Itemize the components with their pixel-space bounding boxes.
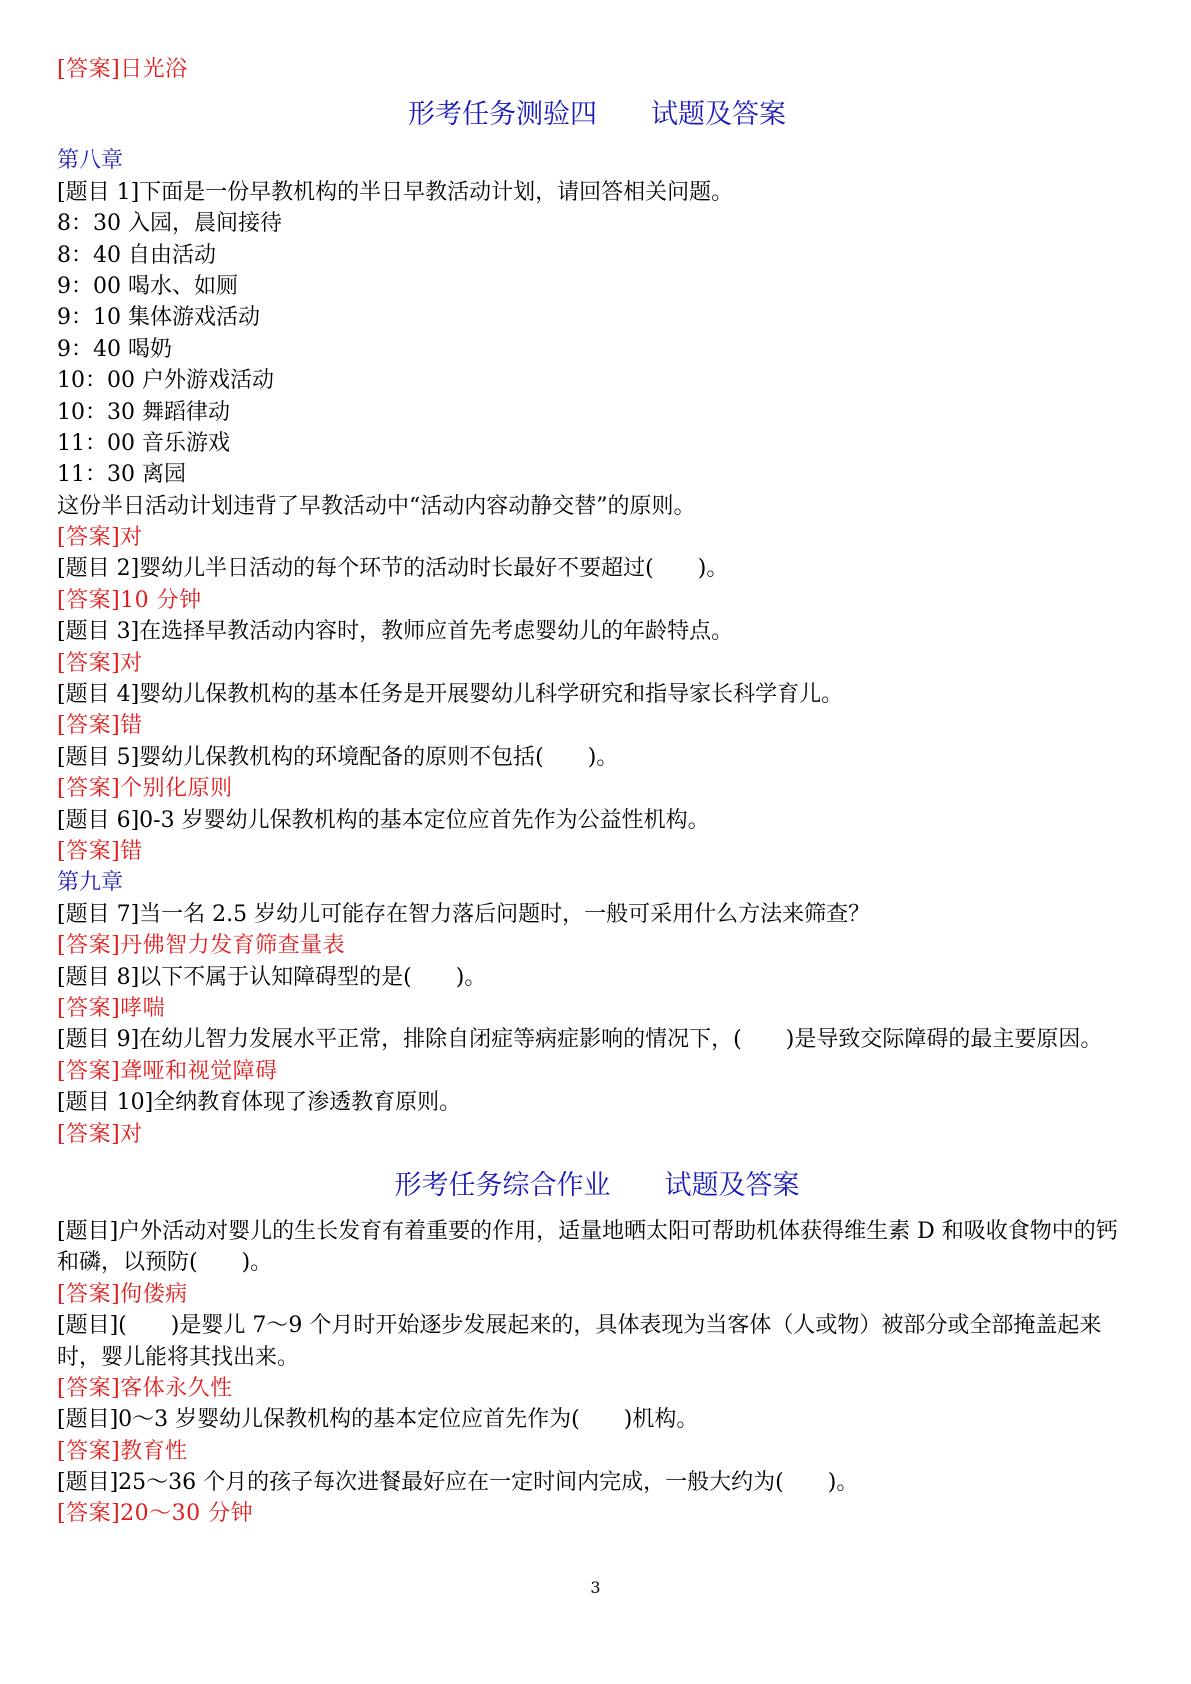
- answer-line: [答案]对: [57, 650, 143, 676]
- answer-line: [答案]哮喘: [57, 995, 166, 1021]
- question-line: 8：40 自由活动: [57, 242, 216, 268]
- question-line: 9：10 集体游戏活动: [57, 305, 260, 331]
- page-content: [57, 54, 1137, 1530]
- answer-line: [答案]错: [57, 713, 143, 739]
- question-line: [题目]户外活动对婴儿的生长发育有着重要的作用，适量地晒太阳可帮助机体获得维生素 D 和吸收食物中的钙和磷，以预防( )。: [57, 1218, 1118, 1276]
- question-line: [题目 8]以下不属于认知障碍型的是( )。: [57, 964, 487, 990]
- question-line: 10：00 户外游戏活动: [57, 368, 274, 394]
- answer-line: [答案]日光浴: [57, 57, 188, 82]
- question-line: 9：40 喝奶: [57, 336, 172, 362]
- question-line: [题目 2]婴幼儿半日活动的每个环节的活动时长最好不要超过( )。: [57, 556, 729, 582]
- answer-line: [答案]客体永久性: [57, 1375, 233, 1401]
- answer-line: [答案]对: [57, 1121, 143, 1147]
- answer-line: [答案]10 分钟: [57, 587, 202, 613]
- question-line: [题目 10]全纳教育体现了渗透教育原则。: [57, 1090, 462, 1116]
- question-line: [题目]25～36 个月的孩子每次进餐最好应在一定时间内完成，一般大约为( )。: [57, 1470, 859, 1496]
- answer-line: [答案]丹佛智力发育筛查量表: [57, 933, 346, 959]
- answer-line: [答案]教育性: [57, 1438, 188, 1464]
- chapter-heading-9: 第九章: [57, 870, 124, 896]
- answer-line: [答案]佝偻病: [57, 1281, 188, 1307]
- section-title-test4: 形考任务测验四 试题及答案: [408, 99, 786, 131]
- question-line: [题目]( )是婴儿 7～9 个月时开始逐步发展起来的，具体表现为当客体（人或物）被部分或全部掩盖起来时，婴儿能将其找出来。: [57, 1313, 1102, 1370]
- question-line: 11：00 音乐游戏: [57, 430, 230, 456]
- question-line: [题目 5]婴幼儿保教机构的环境配备的原则不包括( )。: [57, 744, 619, 770]
- page-number: 3: [590, 1578, 601, 1597]
- final-question-list: [57, 1216, 1137, 1530]
- section-title-final: 形考任务综合作业 试题及答案: [394, 1169, 800, 1201]
- question-line: [题目]0～3 岁婴幼儿保教机构的基本定位应首先作为( )机构。: [57, 1407, 699, 1433]
- question-line: 10：30 舞蹈律动: [57, 399, 230, 425]
- answer-line: [答案]个别化原则: [57, 776, 233, 802]
- answer-line: [答案]错: [57, 838, 143, 864]
- chapter-heading-8: 第八章: [57, 148, 124, 174]
- answer-line: [答案]聋哑和视觉障碍: [57, 1058, 278, 1084]
- question-line: [题目 3]在选择早教活动内容时，教师应首先考虑婴幼儿的年龄特点。: [57, 619, 734, 645]
- section4-question-list: [57, 177, 1137, 868]
- question-line: 9：00 喝水、如厕: [57, 273, 238, 299]
- question-line: [题目 7]当一名 2.5 岁幼儿可能存在智力落后问题时，一般可采用什么方法来筛查？: [57, 901, 871, 927]
- question-line: 8：30 入园，晨间接待: [57, 211, 282, 237]
- question-line: [题目 9]在幼儿智力发展水平正常，排除自闭症等病症影响的情况下，( )是导致交际障碍的最主要原因。: [57, 1027, 1103, 1053]
- section4-chapter9-question-list: [57, 899, 1137, 1150]
- question-line: [题目 6]0-3 岁婴幼儿保教机构的基本定位应首先作为公益性机构。: [57, 807, 710, 833]
- question-line: 11：30 离园: [57, 462, 186, 488]
- question-line: [题目 4]婴幼儿保教机构的基本任务是开展婴幼儿科学研究和指导家长科学育儿。: [57, 682, 844, 708]
- answer-line: [答案]20～30 分钟: [57, 1501, 254, 1527]
- question-line: [题目 1]下面是一份早教机构的半日早教活动计划，请回答相关问题。: [57, 179, 734, 205]
- question-line: 这份半日活动计划违背了早教活动中“活动内容动静交替”的原则。: [57, 493, 696, 519]
- answer-line: [答案]对: [57, 525, 143, 551]
